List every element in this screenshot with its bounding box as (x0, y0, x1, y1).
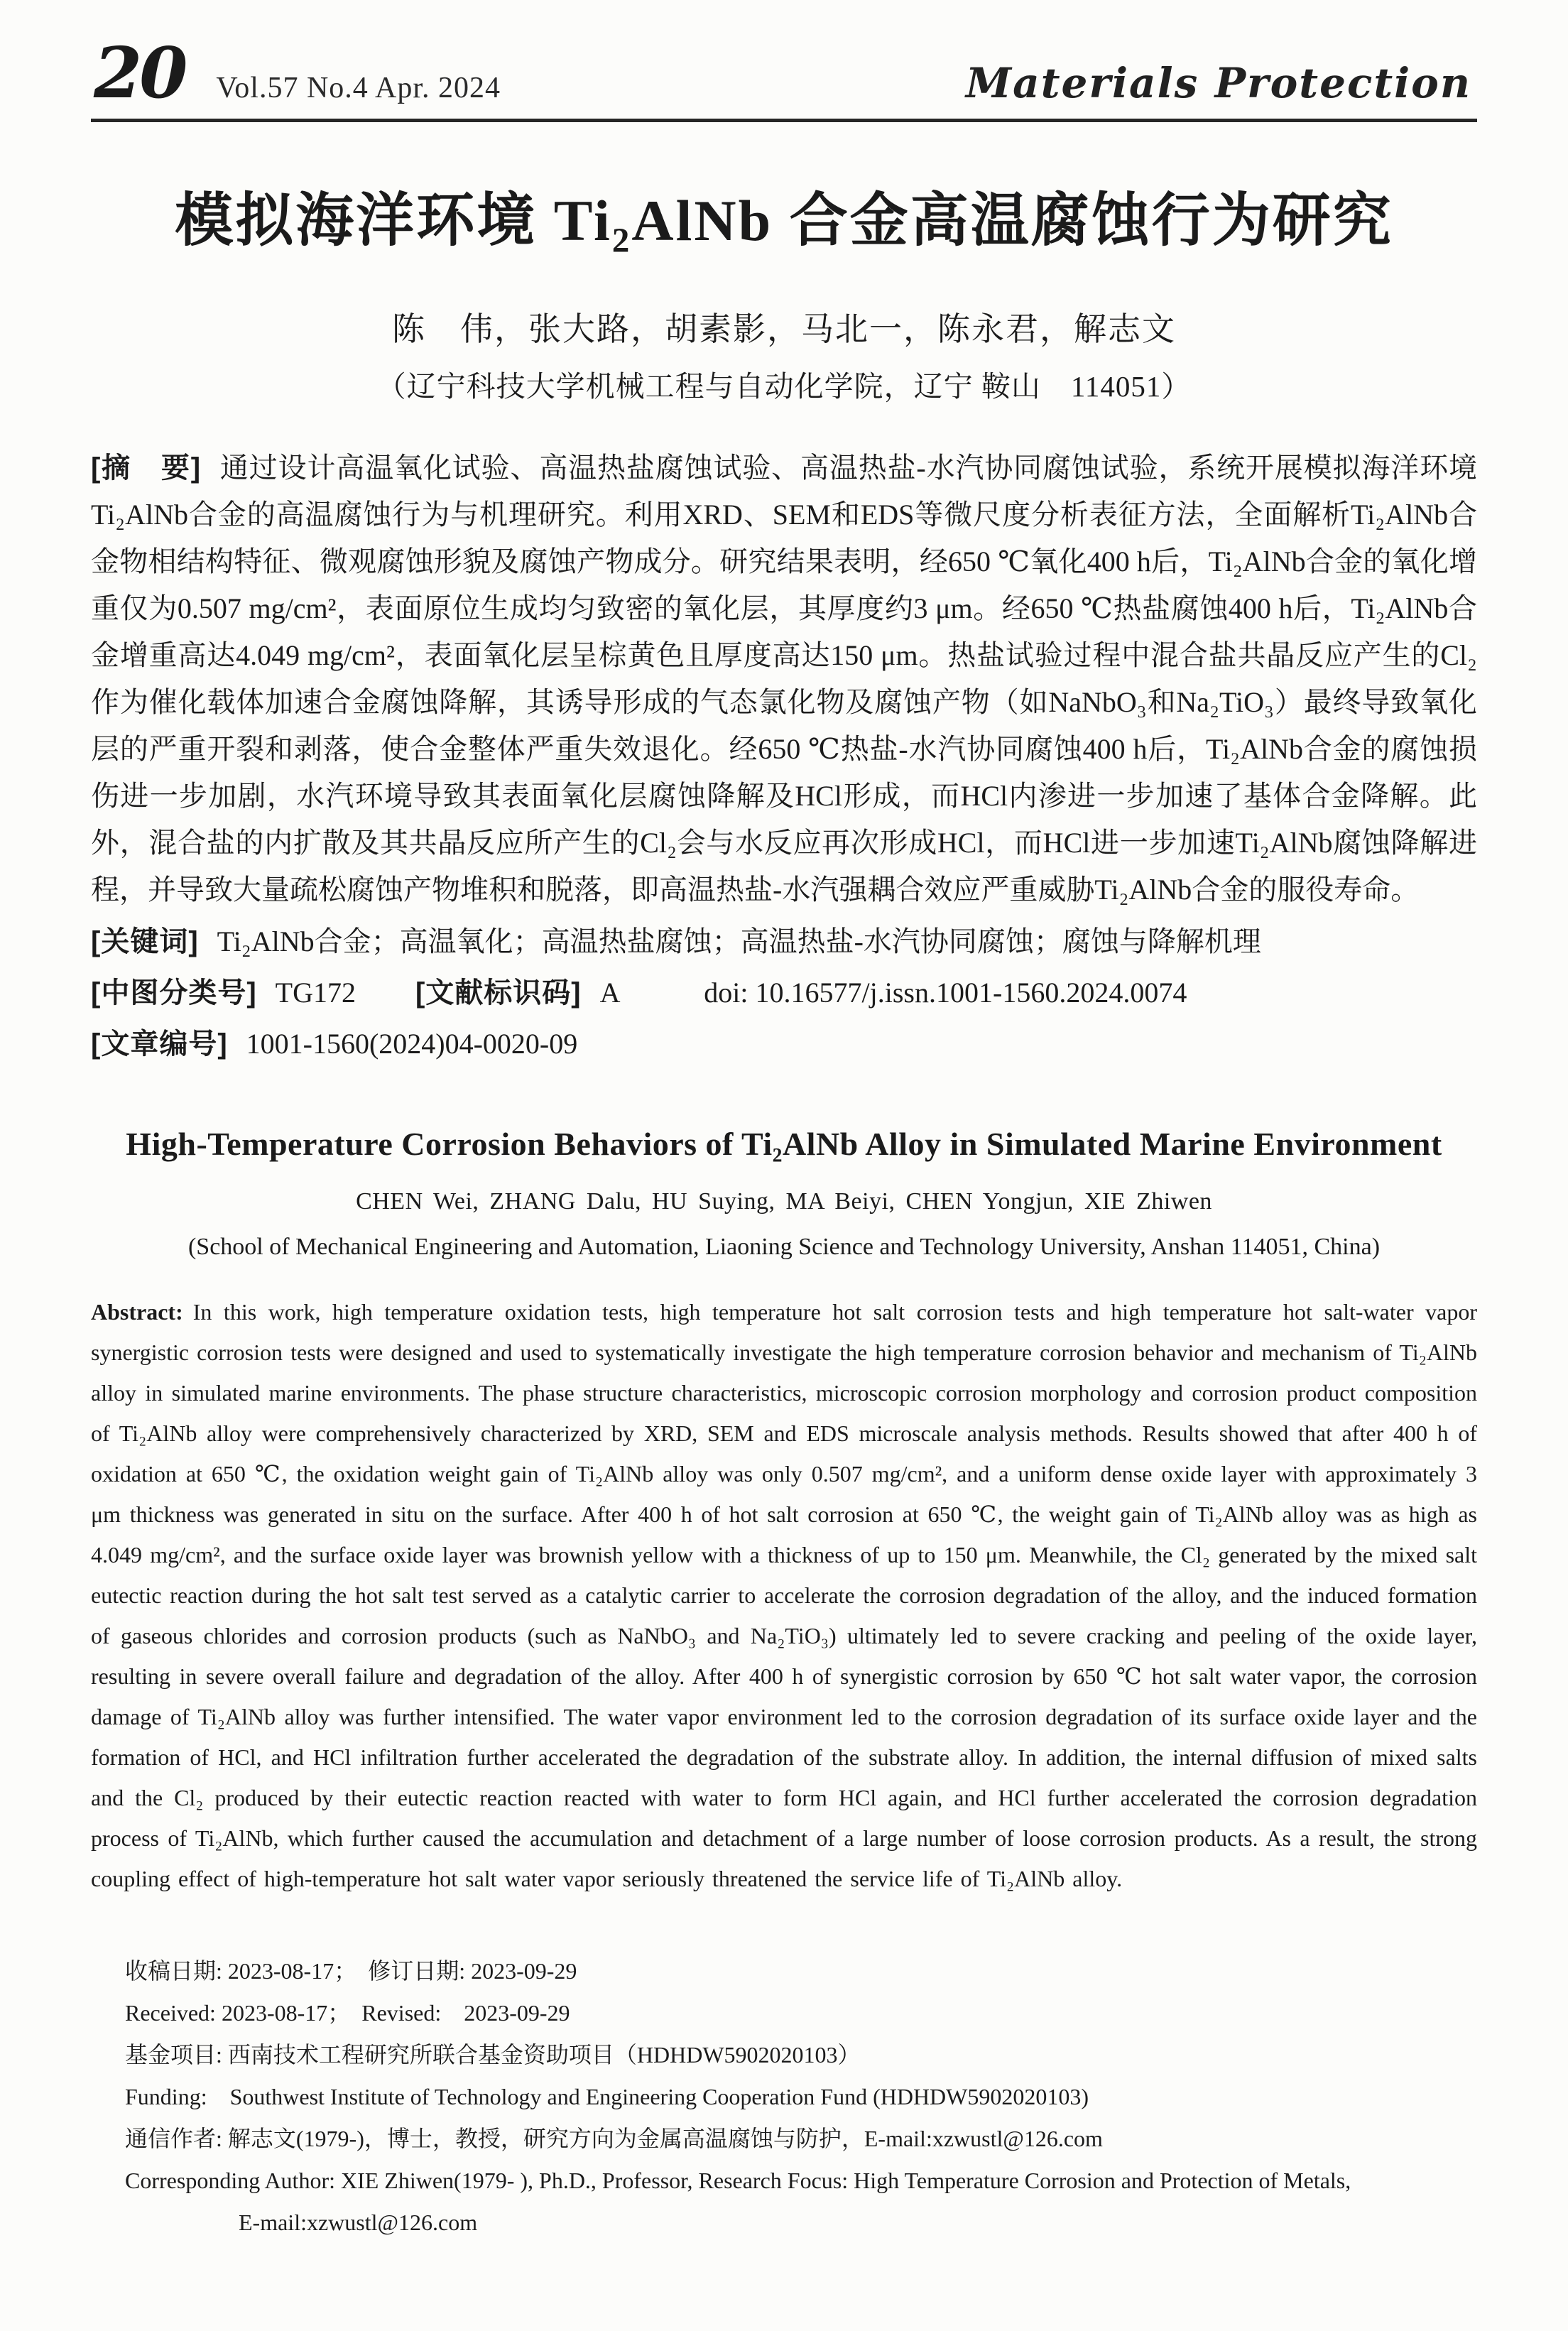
article-title-cn: 模拟海洋环境 Ti₂AlNb 合金高温腐蚀行为研究 (175, 188, 1393, 253)
page-header (91, 33, 1477, 122)
classification-line (91, 970, 1477, 1016)
footnote-received-en: Received: 2023-08-17； Revised: 2023-09-29 (125, 1999, 570, 2026)
article-number-value: 1001-1560(2024)04-0020-09 (246, 1027, 578, 1060)
doc-code-value: A (599, 976, 619, 1009)
abstract-en-label: Abstract: (91, 1298, 183, 1325)
abstract-cn (91, 445, 1477, 913)
footnote-corresponding-cn: 通信作者: 解志文(1979-)，博士，教授，研究方向为金属高温腐蚀与防护，E-mail:xzwustl@126.com (125, 2125, 1103, 2151)
keywords-label: [关键词] (91, 925, 199, 957)
keywords-text: Ti₂AlNb合金；高温氧化；高温热盐腐蚀；高温热盐-水汽协同腐蚀；腐蚀与降解机理 (217, 925, 1261, 957)
article-title-en: High-Temperature Corrosion Behaviors of Ti₂AlNb Alloy in Simulated Marine Environment (126, 1125, 1442, 1162)
authors-cn: 陈 伟，张大路，胡素影，马北一，陈永君，解志文 (392, 310, 1176, 347)
affiliation-en: (School of Mechanical Engineering and Automation, Liaoning Science and Technology University, Anshan 114051, China) (187, 1233, 1381, 1260)
doi-text: doi: 10.16577/j.issn.1001-1560.2024.0074 (704, 976, 1187, 1009)
journal-name: Materials Protection (965, 59, 1471, 107)
footnote-corresponding-en: Corresponding Author: XIE Zhiwen(1979- ), Ph.D., Professor, Research Focus: High Temperature Corrosion and Protection of Metals, (125, 2167, 1351, 2193)
page-number: 20 (94, 33, 185, 114)
authors-en: CHEN Wei, ZHANG Dalu, HU Suying, MA Beiyi, CHEN Yongjun, XIE Zhiwen (356, 1188, 1212, 1215)
affiliation-cn: （辽宁科技大学机械工程与自动化学院，辽宁 鞍山 114051） (376, 369, 1192, 403)
abstract-en (91, 1292, 1477, 1899)
footnote-funding-en: Funding: Southwest Institute of Technology and Engineering Cooperation Fund (HDHDW5902020103) (125, 2083, 1089, 2109)
abstract-cn-text: 通过设计高温氧化试验、高温热盐腐蚀试验、高温热盐-水汽协同腐蚀试验，系统开展模拟海洋环境Ti₂AlNb合金的高温腐蚀行为与机理研究。利用XRD、SEM和EDS等微尺度分析表征方法，全面解析Ti₂AlNb合金物相结构特征、微观腐蚀形貌及腐蚀产物成分。研究结果表明，经650 ℃氧化400 h后，Ti₂AlNb合金的氧化增重仅为0.507 mg/cm²，表面原位生成均匀致密的氧化层，其厚度约3 μm。经650 ℃热盐腐蚀400 h后，Ti₂AlNb合金增重高达4.049 mg/cm²，表面氧化层呈棕黄色且厚度高达150 μm。热盐试验过程中混合盐共晶反应产生的Cl₂作为催化载体加速合金腐蚀降解，其诱导形成的气态氯化物及腐蚀产物（如NaNbO₃和Na₂TiO₃）最终导致氧化层的严重开裂和剥落，使合金整体严重失效退化。经650 ℃热盐-水汽协同腐蚀400 h后，Ti₂AlNb合金的腐蚀损伤进一步加剧，水汽环境导致其表面氧化层腐蚀降解及HCl形成，而HCl内渗进一步加速了基体合金降解。此外，混合盐的内扩散及其共晶反应所产生的Cl₂会与水反应再次形成HCl，而HCl进一步加速Ti₂AlNb腐蚀降解进程，并导致大量疏松腐蚀产物堆积和脱落，即高温热盐-水汽强耦合效应严重威胁Ti₂AlNb合金的服役寿命。 (91, 451, 1477, 906)
footnotes (91, 1950, 1477, 2244)
keywords-cn (91, 919, 1477, 965)
abstract-en-text: In this work, high temperature oxidation tests, high temperature hot salt corrosion tests and high temperature hot salt-water vapor synergistic corrosion tests were designed and used to systematically investigate the high temperature corrosion behavior and mechanism of Ti₂AlNb alloy in simulated marine environments. The phase structure characteristics, microscopic corrosion morphology and corrosion product composition of Ti₂AlNb alloy were comprehensively characterized by XRD, SEM and EDS microscale analysis methods. Results showed that after 400 h of oxidation at 650 ℃, the oxidation weight gain of Ti₂AlNb alloy was only 0.507 mg/cm², and a uniform dense oxide layer with approximately 3 μm thickness was generated in situ on the surface. After 400 h of hot salt corrosion at 650 ℃, the weight gain of Ti₂AlNb alloy was as high as 4.049 mg/cm², and the surface oxide layer was brownish yellow with a thickness of up to 150 μm. Meanwhile, the Cl₂ generated by the mixed salt eutectic reaction during the hot salt test served as a catalytic carrier to accelerate the corrosion degradation of the alloy, and the induced formation of gaseous chlorides and corrosion products (such as NaNbO₃ and Na₂TiO₃) ultimately led to severe cracking and peeling of the oxide layer, resulting in severe overall failure and degradation of the alloy. After 400 h of synergistic corrosion by 650 ℃ hot salt water vapor, the corrosion damage of Ti₂AlNb alloy was further intensified. The water vapor environment led to the corrosion degradation of its surface oxide layer and the formation of HCl, and HCl infiltration further accelerated the degradation of the substrate alloy. In addition, the internal diffusion of mixed salts and the Cl₂ produced by their eutectic reaction reacted with water to form HCl again, and HCl further accelerated the corrosion degradation process of Ti₂AlNb, which further caused the accumulation and detachment of a large number of loose corrosion products. As a result, the strong coupling effect of high-temperature hot salt water vapor seriously threatened the service life of Ti₂AlNb alloy. (91, 1298, 1477, 1891)
clc-label: [中图分类号] (91, 977, 257, 1009)
abstract-cn-label: [摘 要] (91, 452, 202, 484)
footnote-corresponding-email: E-mail:xzwustl@126.com (239, 2209, 478, 2235)
footnote-funding-cn: 基金项目: 西南技术工程研究所联合基金资助项目（HDHDW5902020103） (125, 2041, 861, 2068)
footnote-received-cn: 收稿日期: 2023-08-17； 修订日期: 2023-09-29 (125, 1957, 577, 1984)
doc-code-label: [文献标识码] (415, 977, 582, 1009)
clc-value: TG172 (275, 976, 356, 1009)
article-number-line (91, 1021, 1477, 1067)
issue-info: Vol.57 No.4 Apr. 2024 (216, 72, 501, 104)
article-number-label: [文章编号] (91, 1028, 228, 1060)
